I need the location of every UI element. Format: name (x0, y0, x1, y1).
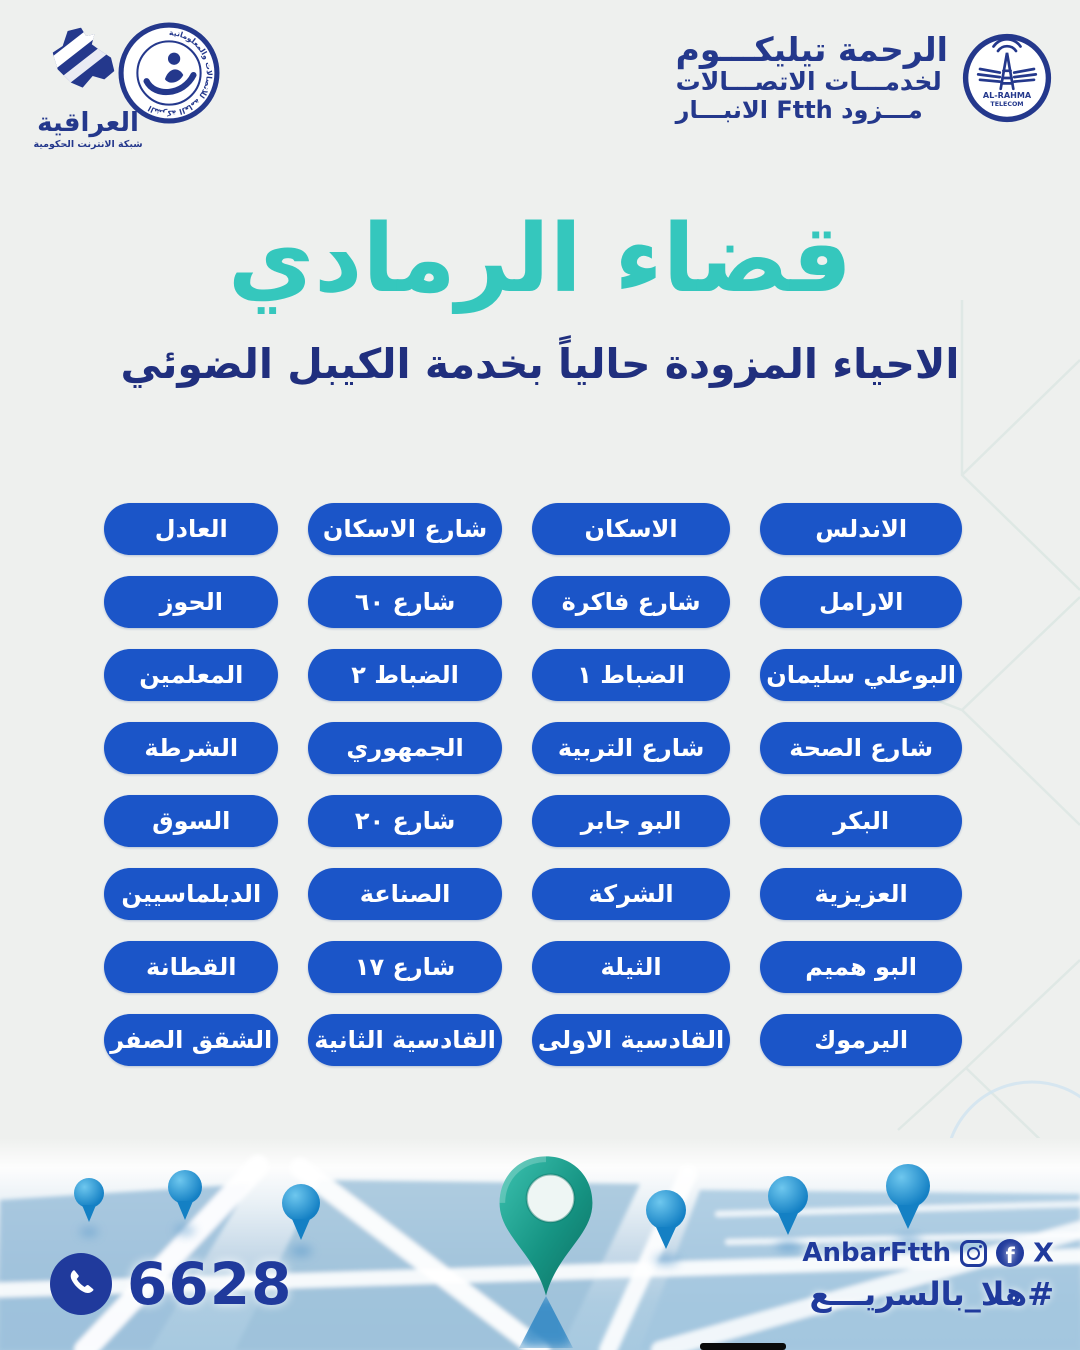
map-pin-icon (168, 1170, 202, 1235)
neighborhood-pill: الارامل (760, 576, 962, 628)
neighborhood-pill: شارع الاسكان (308, 503, 502, 555)
neighborhood-pill: شارع فاكرة (532, 576, 730, 628)
neighborhood-pill: الحوز (104, 576, 278, 628)
social-row (802, 1238, 1054, 1268)
badge-bottom-text: TELECOM (990, 101, 1024, 109)
neighborhood-pill: الشرطة (104, 722, 278, 774)
seal-ring-text: الشركة العامة للاتصالات والمعلوماتية (146, 28, 214, 118)
map-pin-icon (886, 1164, 930, 1246)
campaign-hashtag: #هلا_بالسريـــع (809, 1275, 1054, 1313)
phone-icon (50, 1253, 112, 1315)
alrahma-line2: لخدمـــات الاتصـــالات (675, 67, 942, 97)
map-pin-icon (282, 1184, 320, 1256)
neighborhood-pill: المعلمين (104, 649, 278, 701)
neighborhood-pill: القادسية الثانية (308, 1014, 502, 1066)
neighborhood-pill: الجمهوري (308, 722, 502, 774)
telecom-company-seal-icon (118, 22, 220, 124)
neighborhood-pill: البو هميم (760, 941, 962, 993)
page-title: قضاء الرمادي (227, 205, 853, 314)
alrahma-logo (676, 32, 1052, 125)
neighborhood-pill: العزيزية (760, 868, 962, 920)
neighborhood-pill: الضباط ١ (532, 649, 730, 701)
map-pin-icon (646, 1190, 686, 1265)
neighborhood-pill: الدبلماسيين (104, 868, 278, 920)
neighborhood-pill: السوق (104, 795, 278, 847)
neighborhood-pill: العادل (104, 503, 278, 555)
alrahma-line3: مـــزود Ftth الانبـــار (675, 96, 923, 125)
facebook-icon[interactable]: f (996, 1239, 1024, 1267)
alrahma-text (676, 32, 948, 125)
phone-contact[interactable] (50, 1250, 292, 1318)
iraqia-tagline: شبكة الانترنت الحكومية (33, 139, 143, 151)
iraqia-name: العراقية (37, 108, 139, 138)
neighborhood-pill: البو جابر (532, 795, 730, 847)
neighborhood-pill: الضباط ٢ (308, 649, 502, 701)
neighborhood-pill: شارع ٦٠ (308, 576, 502, 628)
location-pin-icon (489, 1153, 603, 1298)
neighborhood-pill: شارع الصحة (760, 722, 962, 774)
map-pin-icon (74, 1178, 104, 1236)
neighborhood-grid (110, 503, 962, 1066)
neighborhood-pill: الاسكان (532, 503, 730, 555)
instagram-icon[interactable] (960, 1240, 987, 1267)
neighborhood-pill: القادسية الاولى (532, 1014, 730, 1066)
phone-number: 6628 (127, 1250, 293, 1318)
neighborhood-pill: شارع ٢٠ (308, 795, 502, 847)
neighborhood-pill: شارع التربية (532, 722, 730, 774)
page-subtitle: الاحياء المزودة حالياً بخدمة الكيبل الضوئي (120, 340, 960, 388)
neighborhood-pill: الشقق الصفر (104, 1014, 278, 1066)
neighborhood-pill: اليرموك (760, 1014, 962, 1066)
iraq-map-icon (38, 26, 124, 106)
neighborhood-pill: البوعلي سليمان (760, 649, 962, 701)
badge-top-text: AL-RAHMA (982, 90, 1032, 101)
social-block (802, 1238, 1054, 1313)
neighborhood-pill: القطانة (104, 941, 278, 993)
neighborhood-pill: الصناعة (308, 868, 502, 920)
bottom-black-bar (700, 1343, 786, 1350)
alrahma-line1: الرحمة تيليكـــوم (675, 30, 948, 69)
neighborhood-pill: الشركة (532, 868, 730, 920)
neighborhood-pill: البكر (760, 795, 962, 847)
neighborhood-pill: الاندلس (760, 503, 962, 555)
x-icon[interactable]: X (1033, 1238, 1054, 1268)
social-handle[interactable]: AnbarFtth (802, 1238, 952, 1268)
radio-tower-wings-icon (962, 33, 1052, 123)
neighborhood-pill: شارع ١٧ (308, 941, 502, 993)
neighborhood-pill: الثيلة (532, 941, 730, 993)
